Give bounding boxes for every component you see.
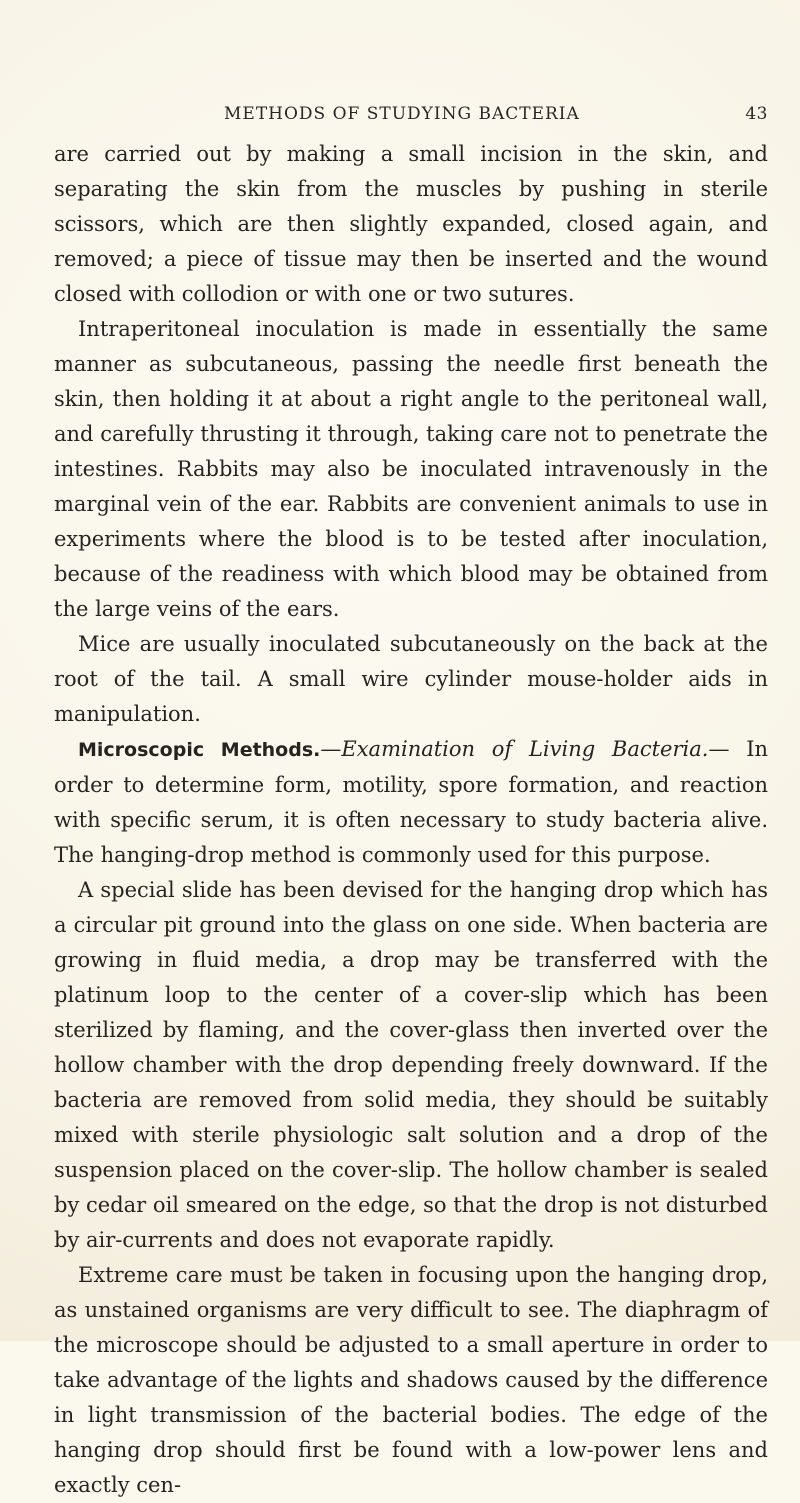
body-text [54,137,768,1503]
subheading-dash: — [708,737,730,761]
subsection-heading: Examination of Living Bacteria. [341,737,709,761]
paragraph-focusing: Extreme care must be taken in focusing upon the hanging drop, as unstained organisms are very difficult to see. The diaphragm of the microscope should be adjusted to a small aperture in order to take advantage of the lights and shadows caused by the difference in light transmission of the bacterial bodies. The edge of the hanging drop should first be found with a low-power lens and exactly cen- [54,1263,768,1497]
page-number: 43 [745,104,768,124]
page-header [54,100,768,128]
heading-dash: — [320,737,342,761]
paragraph-special-slide: A special slide has been devised for the hanging drop which has a circular pit ground into the glass on one side. When bacteria are growing in fluid media, a drop may be transferred with the platinum loop to the center of a cover-slip which has been sterilized by flaming, and the cover-glass then inverted over the hollow chamber with the drop depending freely downward. If the bacteria are removed from solid media, they should be suitably mixed with sterile physiologic salt solution and a drop of the suspension placed on the cover-slip. The hollow chamber is sealed by cedar oil smeared on the edge, so that the drop is not disturbed by air-currents and does not evaporate rapidly. [54,878,768,1252]
paragraph-microscopic-text: In order to determine form, motility, spore formation, and reaction with specific serum, it is often necessary to study bacteria alive. The hanging-drop method is commonly used for this purpose. [54,737,769,867]
section-heading: Microscopic Methods. [78,739,321,761]
paragraph-microscopic-methods [54,732,768,873]
running-head: METHODS OF STUDYING BACTERIA [224,104,580,124]
paragraph-continuation: are carried out by making a small incision in the skin, and separating the skin from the muscles by pushing in sterile scissors, which are then slightly expanded, closed again, and removed; a piece of tissue may then be inserted and the wound closed with collodion or with one or two sutures. [54,142,768,306]
paragraph-mice: Mice are usually inoculated subcutaneously on the back at the root of the tail. A small wire cylinder mouse-holder aids in manipulation. [54,632,768,726]
paragraph-intraperitoneal: Intraperitoneal inoculation is made in essentially the same manner as subcutaneous, passing the needle first beneath the skin, then holding it at about a right angle to the peritoneal wall, and carefully thrusting it through, taking care not to penetrate the intestines. Rabbits may also be inoculated intravenously in the marginal vein of the ear. Rabbits are convenient animals to use in experiments where the blood is to be tested after inoculation, because of the readiness with which blood may be obtained from the large veins of the ears. [54,317,768,621]
